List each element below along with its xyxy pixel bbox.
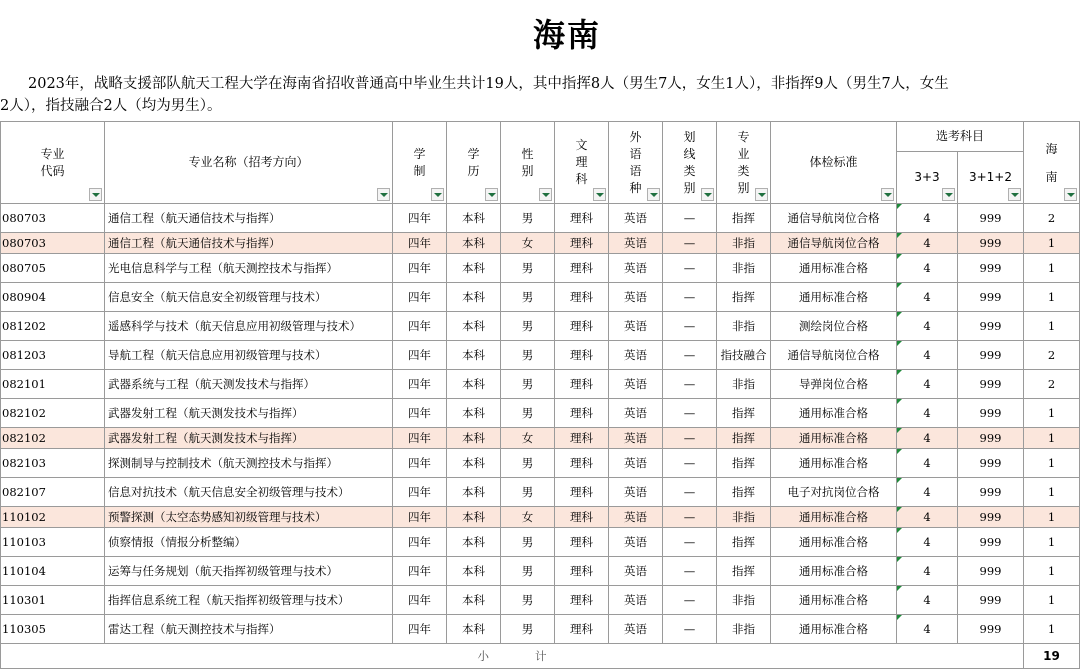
table-row [1, 557, 1080, 586]
gender-cell: 男 [501, 312, 555, 341]
category-cell: 非指 [717, 312, 771, 341]
category-cell: 指挥 [717, 449, 771, 478]
degree-cell: 本科 [447, 254, 501, 283]
line-type-cell: — [663, 399, 717, 428]
gender-cell: 男 [501, 615, 555, 644]
years-cell: 四年 [393, 370, 447, 399]
filter-dropdown-icon[interactable] [539, 188, 552, 201]
physical-cell: 通用标准合格 [771, 428, 897, 449]
years-cell: 四年 [393, 478, 447, 507]
degree-cell: 本科 [447, 233, 501, 254]
line-type-cell: — [663, 586, 717, 615]
line-type-cell: — [663, 370, 717, 399]
hainan-count-cell: 2 [1024, 204, 1080, 233]
track-cell: 理科 [555, 341, 609, 370]
hainan-count-cell: 1 [1024, 615, 1080, 644]
degree-cell: 本科 [447, 283, 501, 312]
header-track: 文理科 [555, 122, 609, 204]
line-type-cell: — [663, 615, 717, 644]
header-subjects-33: 3+3 [897, 152, 958, 204]
track-cell: 理科 [555, 370, 609, 399]
gender-cell: 男 [501, 528, 555, 557]
category-cell: 非指 [717, 507, 771, 528]
subject-312-cell: 999 [958, 586, 1024, 615]
subject-312-cell: 999 [958, 428, 1024, 449]
filter-dropdown-icon[interactable] [942, 188, 955, 201]
gender-cell: 女 [501, 233, 555, 254]
intro-paragraph-line-1: 2023年，战略支援部队航天工程大学在海南省招收普通高中毕业生共计19人，其中指挥8人（男生7人，女生1人），非指挥9人（男生7人，女生 [28, 76, 949, 92]
degree-cell: 本科 [447, 528, 501, 557]
code-cell: 080904 [1, 283, 105, 312]
intro-paragraph-line-2: 2人），指技融合2人（均为男生）。 [0, 98, 222, 114]
subject-312-cell: 999 [958, 233, 1024, 254]
table-row [1, 341, 1080, 370]
gender-cell: 男 [501, 283, 555, 312]
years-cell: 四年 [393, 283, 447, 312]
language-cell: 英语 [609, 449, 663, 478]
language-cell: 英语 [609, 615, 663, 644]
language-cell: 英语 [609, 341, 663, 370]
degree-cell: 本科 [447, 615, 501, 644]
header-degree: 学历 [447, 122, 501, 204]
table-row [1, 586, 1080, 615]
degree-cell: 本科 [447, 478, 501, 507]
filter-dropdown-icon[interactable] [701, 188, 714, 201]
degree-cell: 本科 [447, 341, 501, 370]
header-language: 外语语种 [609, 122, 663, 204]
name-cell: 侦察情报（情报分析整编） [105, 528, 393, 557]
subject-312-cell: 999 [958, 370, 1024, 399]
category-cell: 非指 [717, 254, 771, 283]
track-cell: 理科 [555, 449, 609, 478]
name-cell: 雷达工程（航天测控技术与指挥） [105, 615, 393, 644]
code-cell: 110305 [1, 615, 105, 644]
track-cell: 理科 [555, 399, 609, 428]
gender-cell: 男 [501, 204, 555, 233]
hainan-count-cell: 1 [1024, 254, 1080, 283]
physical-cell: 通用标准合格 [771, 283, 897, 312]
gender-cell: 男 [501, 341, 555, 370]
category-cell: 非指 [717, 233, 771, 254]
table-row [1, 254, 1080, 283]
table-row [1, 507, 1080, 528]
hainan-count-cell: 1 [1024, 507, 1080, 528]
language-cell: 英语 [609, 528, 663, 557]
line-type-cell: — [663, 254, 717, 283]
degree-cell: 本科 [447, 204, 501, 233]
table-row [1, 204, 1080, 233]
table-row [1, 399, 1080, 428]
table-row [1, 370, 1080, 399]
hainan-count-cell: 1 [1024, 233, 1080, 254]
language-cell: 英语 [609, 233, 663, 254]
gender-cell: 男 [501, 254, 555, 283]
category-cell: 指挥 [717, 399, 771, 428]
language-cell: 英语 [609, 370, 663, 399]
years-cell: 四年 [393, 557, 447, 586]
line-type-cell: — [663, 341, 717, 370]
line-type-cell: — [663, 507, 717, 528]
code-cell: 082102 [1, 428, 105, 449]
category-cell: 指挥 [717, 204, 771, 233]
code-cell: 082107 [1, 478, 105, 507]
physical-cell: 导弹岗位合格 [771, 370, 897, 399]
language-cell: 英语 [609, 428, 663, 449]
name-cell: 武器发射工程（航天测发技术与指挥） [105, 428, 393, 449]
filter-dropdown-icon[interactable] [755, 188, 768, 201]
physical-cell: 通用标准合格 [771, 399, 897, 428]
degree-cell: 本科 [447, 507, 501, 528]
header-code: 专业代码 [1, 122, 105, 204]
years-cell: 四年 [393, 204, 447, 233]
gender-cell: 女 [501, 507, 555, 528]
name-cell: 探测制导与控制技术（航天测控技术与指挥） [105, 449, 393, 478]
code-cell: 110103 [1, 528, 105, 557]
gender-cell: 男 [501, 586, 555, 615]
hainan-count-cell: 1 [1024, 428, 1080, 449]
line-type-cell: — [663, 428, 717, 449]
degree-cell: 本科 [447, 312, 501, 341]
language-cell: 英语 [609, 204, 663, 233]
years-cell: 四年 [393, 233, 447, 254]
category-cell: 指挥 [717, 478, 771, 507]
name-cell: 通信工程（航天通信技术与指挥） [105, 204, 393, 233]
physical-cell: 通用标准合格 [771, 615, 897, 644]
line-type-cell: — [663, 283, 717, 312]
hainan-count-cell: 1 [1024, 586, 1080, 615]
category-cell: 指挥 [717, 428, 771, 449]
language-cell: 英语 [609, 478, 663, 507]
hainan-count-cell: 1 [1024, 312, 1080, 341]
subject-312-cell: 999 [958, 341, 1024, 370]
code-cell: 110104 [1, 557, 105, 586]
subject-33-cell: 4 [897, 507, 958, 528]
subject-33-cell: 4 [897, 478, 958, 507]
subject-33-cell: 4 [897, 586, 958, 615]
code-cell: 080703 [1, 233, 105, 254]
subtotal-value: 19 [1024, 644, 1080, 669]
subject-33-cell: 4 [897, 399, 958, 428]
years-cell: 四年 [393, 615, 447, 644]
line-type-cell: — [663, 557, 717, 586]
subject-312-cell: 999 [958, 528, 1024, 557]
subject-33-cell: 4 [897, 615, 958, 644]
table-row [1, 528, 1080, 557]
track-cell: 理科 [555, 615, 609, 644]
name-cell: 信息安全（航天信息安全初级管理与技术） [105, 283, 393, 312]
code-cell: 080703 [1, 204, 105, 233]
hainan-count-cell: 2 [1024, 341, 1080, 370]
category-cell: 指技融合 [717, 341, 771, 370]
header-name: 专业名称（招考方向） [105, 122, 393, 204]
track-cell: 理科 [555, 586, 609, 615]
language-cell: 英语 [609, 254, 663, 283]
subtotal-label: 小 计 [1, 644, 1024, 669]
years-cell: 四年 [393, 428, 447, 449]
degree-cell: 本科 [447, 586, 501, 615]
track-cell: 理科 [555, 204, 609, 233]
subject-33-cell: 4 [897, 341, 958, 370]
years-cell: 四年 [393, 399, 447, 428]
name-cell: 遥感科学与技术（航天信息应用初级管理与技术） [105, 312, 393, 341]
line-type-cell: — [663, 204, 717, 233]
name-cell: 预警探测（太空态势感知初级管理与技术） [105, 507, 393, 528]
subject-312-cell: 999 [958, 254, 1024, 283]
category-cell: 指挥 [717, 283, 771, 312]
physical-cell: 通用标准合格 [771, 557, 897, 586]
line-type-cell: — [663, 233, 717, 254]
track-cell: 理科 [555, 283, 609, 312]
name-cell: 通信工程（航天通信技术与指挥） [105, 233, 393, 254]
subject-33-cell: 4 [897, 370, 958, 399]
table-row [1, 283, 1080, 312]
name-cell: 信息对抗技术（航天信息安全初级管理与技术） [105, 478, 393, 507]
category-cell: 非指 [717, 615, 771, 644]
physical-cell: 测绘岗位合格 [771, 312, 897, 341]
table-row [1, 428, 1080, 449]
header-line-type: 划线类别 [663, 122, 717, 204]
code-cell: 082103 [1, 449, 105, 478]
subject-33-cell: 4 [897, 283, 958, 312]
header-years: 学制 [393, 122, 447, 204]
code-cell: 081202 [1, 312, 105, 341]
code-cell: 081203 [1, 341, 105, 370]
line-type-cell: — [663, 312, 717, 341]
subject-312-cell: 999 [958, 615, 1024, 644]
gender-cell: 男 [501, 557, 555, 586]
table-row [1, 478, 1080, 507]
line-type-cell: — [663, 528, 717, 557]
subject-33-cell: 4 [897, 233, 958, 254]
gender-cell: 男 [501, 478, 555, 507]
line-type-cell: — [663, 478, 717, 507]
filter-dropdown-icon[interactable] [89, 188, 102, 201]
hainan-count-cell: 1 [1024, 557, 1080, 586]
language-cell: 英语 [609, 507, 663, 528]
years-cell: 四年 [393, 507, 447, 528]
subject-312-cell: 999 [958, 204, 1024, 233]
name-cell: 运筹与任务规划（航天指挥初级管理与技术） [105, 557, 393, 586]
years-cell: 四年 [393, 254, 447, 283]
hainan-count-cell: 1 [1024, 528, 1080, 557]
page-title: 海南 [532, 16, 601, 54]
category-cell: 指挥 [717, 557, 771, 586]
header-hainan: 海南 [1024, 122, 1080, 204]
track-cell: 理科 [555, 233, 609, 254]
code-cell: 080705 [1, 254, 105, 283]
degree-cell: 本科 [447, 557, 501, 586]
track-cell: 理科 [555, 312, 609, 341]
track-cell: 理科 [555, 507, 609, 528]
physical-cell: 电子对抗岗位合格 [771, 478, 897, 507]
physical-cell: 通信导航岗位合格 [771, 233, 897, 254]
subject-312-cell: 999 [958, 557, 1024, 586]
name-cell: 武器系统与工程（航天测发技术与指挥） [105, 370, 393, 399]
code-cell: 082102 [1, 399, 105, 428]
filter-dropdown-icon[interactable] [881, 188, 894, 201]
table-row [1, 615, 1080, 644]
years-cell: 四年 [393, 312, 447, 341]
subject-33-cell: 4 [897, 254, 958, 283]
years-cell: 四年 [393, 341, 447, 370]
subject-33-cell: 4 [897, 428, 958, 449]
track-cell: 理科 [555, 254, 609, 283]
years-cell: 四年 [393, 449, 447, 478]
track-cell: 理科 [555, 557, 609, 586]
name-cell: 武器发射工程（航天测发技术与指挥） [105, 399, 393, 428]
filter-dropdown-icon[interactable] [1064, 188, 1077, 201]
category-cell: 指挥 [717, 528, 771, 557]
degree-cell: 本科 [447, 449, 501, 478]
subject-33-cell: 4 [897, 528, 958, 557]
track-cell: 理科 [555, 478, 609, 507]
header-physical: 体检标准 [771, 122, 897, 204]
name-cell: 导航工程（航天信息应用初级管理与技术） [105, 341, 393, 370]
track-cell: 理科 [555, 528, 609, 557]
category-cell: 非指 [717, 586, 771, 615]
language-cell: 英语 [609, 312, 663, 341]
subject-33-cell: 4 [897, 557, 958, 586]
subject-33-cell: 4 [897, 204, 958, 233]
filter-dropdown-icon[interactable] [431, 188, 444, 201]
filter-dropdown-icon[interactable] [593, 188, 606, 201]
physical-cell: 通用标准合格 [771, 586, 897, 615]
physical-cell: 通用标准合格 [771, 507, 897, 528]
degree-cell: 本科 [447, 399, 501, 428]
header-subjects-312: 3+1+2 [958, 152, 1024, 204]
category-cell: 非指 [717, 370, 771, 399]
subject-312-cell: 999 [958, 449, 1024, 478]
language-cell: 英语 [609, 283, 663, 312]
subject-312-cell: 999 [958, 507, 1024, 528]
hainan-count-cell: 1 [1024, 478, 1080, 507]
hainan-count-cell: 1 [1024, 283, 1080, 312]
degree-cell: 本科 [447, 370, 501, 399]
filter-dropdown-icon[interactable] [377, 188, 390, 201]
line-type-cell: — [663, 449, 717, 478]
subject-312-cell: 999 [958, 478, 1024, 507]
filter-dropdown-icon[interactable] [1008, 188, 1021, 201]
subject-312-cell: 999 [958, 283, 1024, 312]
code-cell: 082101 [1, 370, 105, 399]
filter-dropdown-icon[interactable] [647, 188, 660, 201]
physical-cell: 通信导航岗位合格 [771, 341, 897, 370]
subtotal-row [1, 644, 1080, 669]
code-cell: 110301 [1, 586, 105, 615]
physical-cell: 通信导航岗位合格 [771, 204, 897, 233]
hainan-count-cell: 1 [1024, 399, 1080, 428]
language-cell: 英语 [609, 557, 663, 586]
enrollment-table [0, 121, 1080, 669]
header-gender: 性别 [501, 122, 555, 204]
header-category: 专业类别 [717, 122, 771, 204]
track-cell: 理科 [555, 428, 609, 449]
subject-312-cell: 999 [958, 399, 1024, 428]
physical-cell: 通用标准合格 [771, 528, 897, 557]
name-cell: 指挥信息系统工程（航天指挥初级管理与技术） [105, 586, 393, 615]
gender-cell: 男 [501, 449, 555, 478]
header-subjects: 选考科目 [897, 122, 1024, 152]
language-cell: 英语 [609, 399, 663, 428]
subject-312-cell: 999 [958, 312, 1024, 341]
physical-cell: 通用标准合格 [771, 449, 897, 478]
language-cell: 英语 [609, 586, 663, 615]
subject-33-cell: 4 [897, 312, 958, 341]
years-cell: 四年 [393, 528, 447, 557]
gender-cell: 男 [501, 399, 555, 428]
hainan-count-cell: 1 [1024, 449, 1080, 478]
subject-33-cell: 4 [897, 449, 958, 478]
table-row [1, 233, 1080, 254]
hainan-count-cell: 2 [1024, 370, 1080, 399]
gender-cell: 男 [501, 370, 555, 399]
table-row [1, 312, 1080, 341]
years-cell: 四年 [393, 586, 447, 615]
code-cell: 110102 [1, 507, 105, 528]
gender-cell: 女 [501, 428, 555, 449]
filter-dropdown-icon[interactable] [485, 188, 498, 201]
name-cell: 光电信息科学与工程（航天测控技术与指挥） [105, 254, 393, 283]
physical-cell: 通用标准合格 [771, 254, 897, 283]
degree-cell: 本科 [447, 428, 501, 449]
table-row [1, 449, 1080, 478]
